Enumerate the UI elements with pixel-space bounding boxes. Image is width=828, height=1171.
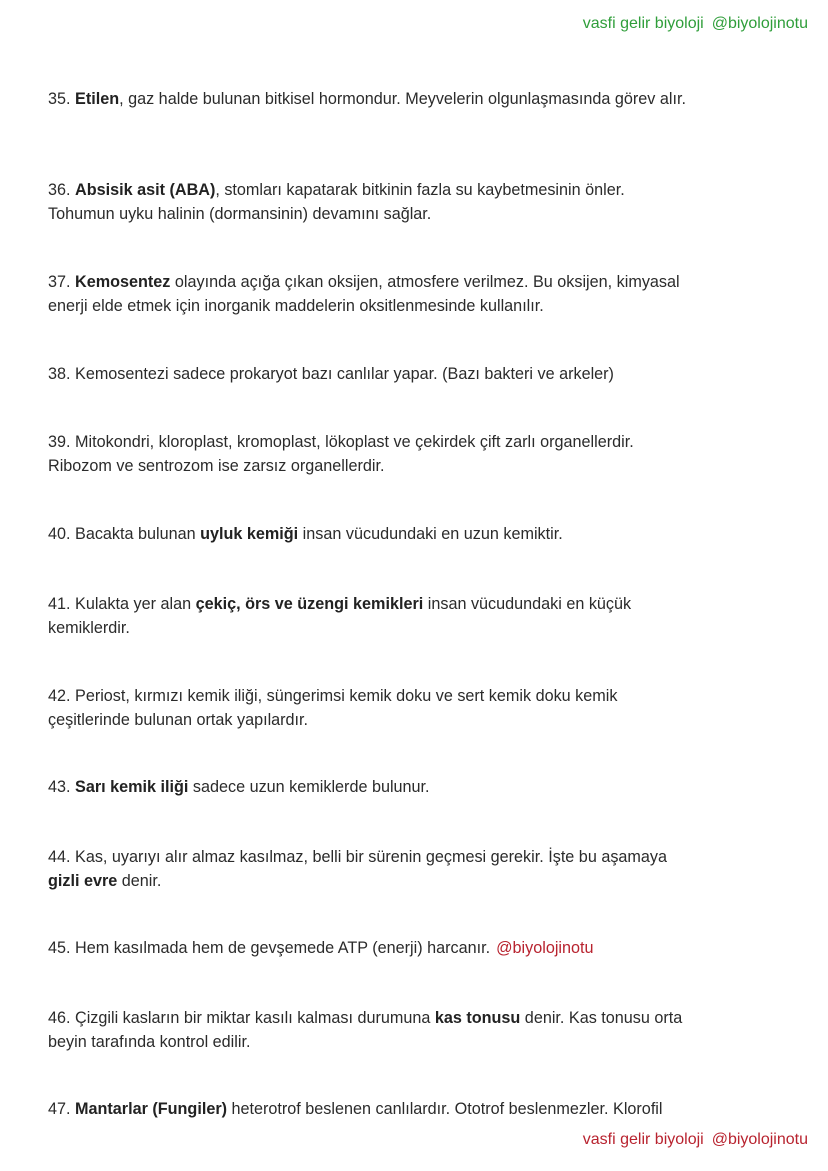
inline-handle: @biyolojinotu <box>496 939 594 957</box>
item-number: 40. <box>48 525 71 543</box>
item-text: denir. <box>117 872 162 890</box>
item-text: Mitokondri, kloroplast, kromoplast, lökoplast ve çekirdek çift zarlı organellerdir. Ribozom ve sentrozom ise zarsız organellerdir. <box>48 433 634 475</box>
note-item-47 <box>48 1097 748 1121</box>
item-text: Periost, kırmızı kemik iliği, süngerimsi kemik doku ve sert kemik doku kemik çeşitlerinde bulunan ortak yapılardır. <box>48 687 618 729</box>
note-item-35 <box>48 87 688 111</box>
footer-handle: @biyolojinotu <box>711 1131 808 1148</box>
item-number: 39. <box>48 433 71 451</box>
note-item-41 <box>48 592 688 640</box>
item-number: 44. <box>48 848 71 866</box>
item-text: Kemosentezi sadece prokaryot bazı canlılar yapar. (Bazı bakteri ve arkeler) <box>75 365 614 383</box>
footer-credit <box>583 1131 808 1149</box>
note-item-45 <box>48 936 688 960</box>
item-text: , stomları kapatarak bitkinin fazla su kaybetmesinin önler. Tohumun uyku halinin (dormansinin) devamını sağlar. <box>48 181 625 223</box>
item-number: 45. <box>48 939 71 957</box>
item-keyword: uyluk kemiği <box>200 525 299 543</box>
header-credit <box>583 15 808 33</box>
item-text: sadece uzun kemiklerde bulunur. <box>188 778 430 796</box>
item-number: 47. <box>48 1100 71 1118</box>
item-pre-text: Çizgili kasların bir miktar kasılı kalması durumuna <box>75 1009 435 1027</box>
note-item-36 <box>48 178 688 226</box>
item-keyword: Kemosentez <box>75 273 171 291</box>
item-text: , gaz halde bulunan bitkisel hormondur. Meyvelerin olgunlaşmasında görev alır. <box>119 90 686 108</box>
header-handle: @biyolojinotu <box>711 15 808 32</box>
item-text: insan vücudundaki en uzun kemiktir. <box>298 525 563 543</box>
item-keyword: Absisik asit (ABA) <box>75 181 216 199</box>
item-number: 46. <box>48 1009 71 1027</box>
item-text: Hem kasılmada hem de gevşemede ATP (enerji) harcanır. <box>75 939 491 957</box>
note-item-46 <box>48 1006 688 1054</box>
item-pre-text: Kas, uyarıyı alır almaz kasılmaz, belli bir sürenin geçmesi gerekir. İşte bu aşamaya <box>75 848 667 866</box>
item-keyword: çekiç, örs ve üzengi kemikleri <box>195 595 424 613</box>
footer-author: vasfi gelir biyoloji <box>582 1131 704 1148</box>
note-item-43 <box>48 775 688 799</box>
item-number: 38. <box>48 365 71 383</box>
note-item-40 <box>48 522 688 546</box>
item-keyword: kas tonusu <box>434 1009 521 1027</box>
item-text: olayında açığa çıkan oksijen, atmosfere verilmez. Bu oksijen, kimyasal enerji elde etmek için inorganik maddelerin oksitlenmesinde kullanılır. <box>48 273 680 315</box>
note-item-42 <box>48 684 688 732</box>
item-text: denir. Kas tonusu orta beyin tarafında kontrol edilir. <box>48 1009 683 1051</box>
item-number: 42. <box>48 687 71 705</box>
item-text: heterotrof beslenen canlılardır. Ototrof beslenmezler. Klorofil <box>227 1100 663 1118</box>
item-keyword: Sarı kemik iliği <box>75 778 189 796</box>
item-keyword: gizli evre <box>48 872 118 890</box>
note-item-44 <box>48 845 688 893</box>
item-number: 43. <box>48 778 71 796</box>
item-text: insan vücudundaki en küçük kemiklerdir. <box>48 595 632 637</box>
item-pre-text: Kulakta yer alan <box>75 595 196 613</box>
item-number: 35. <box>48 90 71 108</box>
note-item-38 <box>48 362 688 386</box>
item-pre-text: Bacakta bulunan <box>75 525 201 543</box>
item-keyword: Mantarlar (Fungiler) <box>75 1100 228 1118</box>
item-number: 41. <box>48 595 71 613</box>
item-keyword: Etilen <box>75 90 120 108</box>
note-item-37 <box>48 270 688 318</box>
item-number: 37. <box>48 273 71 291</box>
note-item-39 <box>48 430 688 478</box>
header-author: vasfi gelir biyoloji <box>582 15 704 32</box>
item-number: 36. <box>48 181 71 199</box>
